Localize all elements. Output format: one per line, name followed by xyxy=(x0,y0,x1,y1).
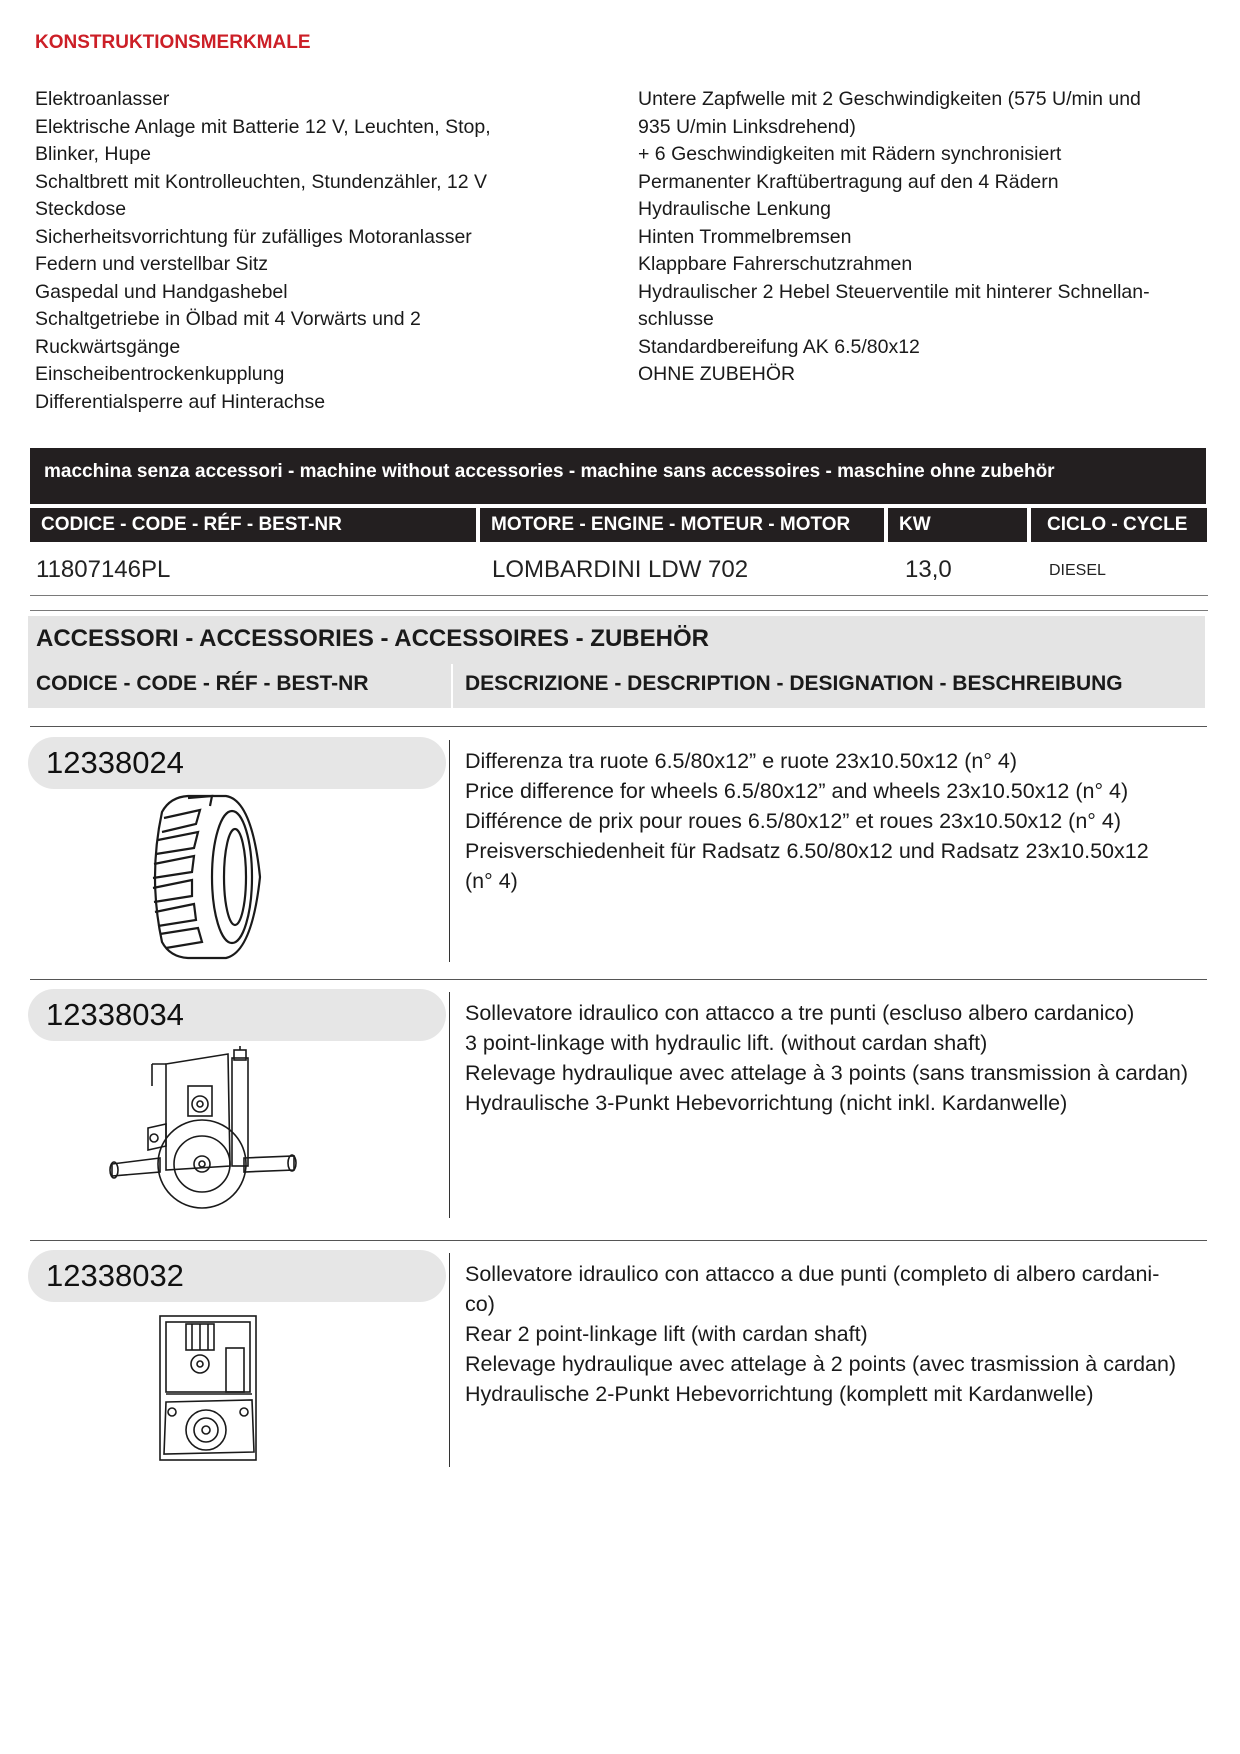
feature-line: Untere Zapfwelle mit 2 Geschwindigkeiten (575 U/min und xyxy=(638,88,1141,110)
accessory-code: 12338024 xyxy=(28,737,446,789)
divider xyxy=(30,610,1208,611)
divider xyxy=(449,740,450,962)
feature-line: Standardbereifung AK 6.5/80x12 xyxy=(638,335,920,358)
machine-code-cell: 11807146PL xyxy=(36,556,171,583)
feature-line: 935 U/min Linksdrehend) xyxy=(638,115,856,138)
description-line: Hydraulische 3-Punkt Hebevorrichtung (nicht inkl. Kardanwelle) xyxy=(465,1091,1068,1115)
feature-line: Klappbare Fahrerschutzrahmen xyxy=(638,253,913,275)
accessories-col-desc-header: DESCRIZIONE - DESCRIPTION - DESIGNATION - BESCHREIBUNG xyxy=(465,672,1123,695)
description-line: Price difference for wheels 6.5/80x12” and wheels 23x10.50x12 (n° 4) xyxy=(465,779,1129,803)
divider xyxy=(451,664,453,708)
machine-col-code-header: CODICE - CODE - RÉF - BEST-NR xyxy=(30,508,476,542)
accessory-description xyxy=(465,746,1225,896)
accessories-col-code-header: CODICE - CODE - RÉF - BEST-NR xyxy=(36,672,369,695)
feature-line: schlusse xyxy=(638,308,714,330)
accessory-code: 12338034 xyxy=(28,989,446,1041)
description-line: Sollevatore idraulico con attacco a tre punti (escluso albero cardanico) xyxy=(465,1001,1135,1025)
feature-line: Steckdose xyxy=(35,198,127,220)
feature-line: Hinten Trommelbremsen xyxy=(638,225,852,248)
feature-line: Sicherheitsvorrichtung für zufälliges Motoranlasser xyxy=(35,225,472,248)
divider xyxy=(30,595,1208,596)
feature-line: Blinker, Hupe xyxy=(35,143,151,165)
description-line: Relevage hydraulique avec attelage à 2 points (avec trasmission à cardan) xyxy=(465,1352,1177,1376)
feature-line: Federn und verstellbar Sitz xyxy=(35,253,269,275)
description-line: Rear 2 point-linkage lift (with cardan shaft) xyxy=(465,1322,868,1346)
feature-line: Elektrische Anlage mit Batterie 12 V, Leuchten, Stop, xyxy=(35,115,491,138)
feature-line: Hydraulischer 2 Hebel Steuerventile mit hinterer Schnellan- xyxy=(638,280,1150,303)
feature-line: Schaltbrett mit Kontrolleuchten, Stundenzähler, 12 V xyxy=(35,170,488,193)
machine-cycle-cell: DIESEL xyxy=(1049,562,1106,579)
feature-line: Ruckwärtsgänge xyxy=(35,335,181,358)
accessory-code: 12338032 xyxy=(28,1250,446,1302)
features-list-right xyxy=(638,86,1238,389)
description-line: Preisverschiedenheit für Radsatz 6.50/80x12 und Radsatz 23x10.50x12 xyxy=(465,839,1149,863)
description-line: Sollevatore idraulico con attacco a due punti (completo di albero cardani- xyxy=(465,1262,1160,1286)
divider xyxy=(449,992,450,1218)
divider xyxy=(30,726,1207,727)
feature-line: Elektroanlasser xyxy=(35,88,170,110)
machine-col-cycle-header: CICLO - CYCLE xyxy=(1031,508,1207,542)
feature-line: OHNE ZUBEHÖR xyxy=(638,363,796,385)
feature-line: Einscheibentrockenkupplung xyxy=(35,363,285,385)
divider xyxy=(30,1240,1207,1241)
machine-kw-cell: 13,0 xyxy=(905,556,952,583)
feature-line: Differentialsperre auf Hinterachse xyxy=(35,390,326,413)
feature-line: Gaspedal und Handgashebel xyxy=(35,280,288,303)
feature-line: Hydraulische Lenkung xyxy=(638,198,831,220)
description-line: 3 point-linkage with hydraulic lift. (without cardan shaft) xyxy=(465,1031,988,1055)
features-title: KONSTRUKTIONSMERKMALE xyxy=(35,32,311,53)
description-line: Différence de prix pour roues 6.5/80x12” et roues 23x10.50x12 (n° 4) xyxy=(465,809,1121,833)
accessories-title: ACCESSORI - ACCESSORIES - ACCESSOIRES - ZUBEHÖR xyxy=(36,625,709,652)
tire-icon xyxy=(140,792,270,962)
machine-table-banner: macchina senza accessori - machine without accessories - machine sans accessoires - maschine ohne zubehör xyxy=(30,448,1206,504)
feature-line: + 6 Geschwindigkeiten mit Rädern synchronisiert xyxy=(638,143,1062,165)
machine-col-engine-header: MOTORE - ENGINE - MOTEUR - MOTOR xyxy=(480,508,884,542)
divider xyxy=(449,1253,450,1467)
divider xyxy=(30,979,1207,980)
three-point-lift-icon xyxy=(108,1046,298,1216)
features-list-left xyxy=(35,86,595,416)
accessory-description xyxy=(465,998,1225,1118)
description-line: co) xyxy=(465,1292,495,1316)
feature-line: Permanenter Kraftübertragung auf den 4 Rädern xyxy=(638,170,1059,193)
accessory-description xyxy=(465,1259,1225,1409)
machine-engine-cell: LOMBARDINI LDW 702 xyxy=(492,556,749,583)
description-line: Relevage hydraulique avec attelage à 3 points (sans transmission à cardan) xyxy=(465,1061,1189,1085)
feature-line: Schaltgetriebe in Ölbad mit 4 Vorwärts und 2 xyxy=(35,308,421,330)
two-point-lift-icon xyxy=(156,1312,264,1464)
machine-col-kw-header: KW xyxy=(888,508,1027,542)
description-line: Hydraulische 2-Punkt Hebevorrichtung (komplett mit Kardanwelle) xyxy=(465,1382,1094,1406)
description-line: (n° 4) xyxy=(465,869,518,893)
description-line: Differenza tra ruote 6.5/80x12” e ruote 23x10.50x12 (n° 4) xyxy=(465,749,1018,773)
